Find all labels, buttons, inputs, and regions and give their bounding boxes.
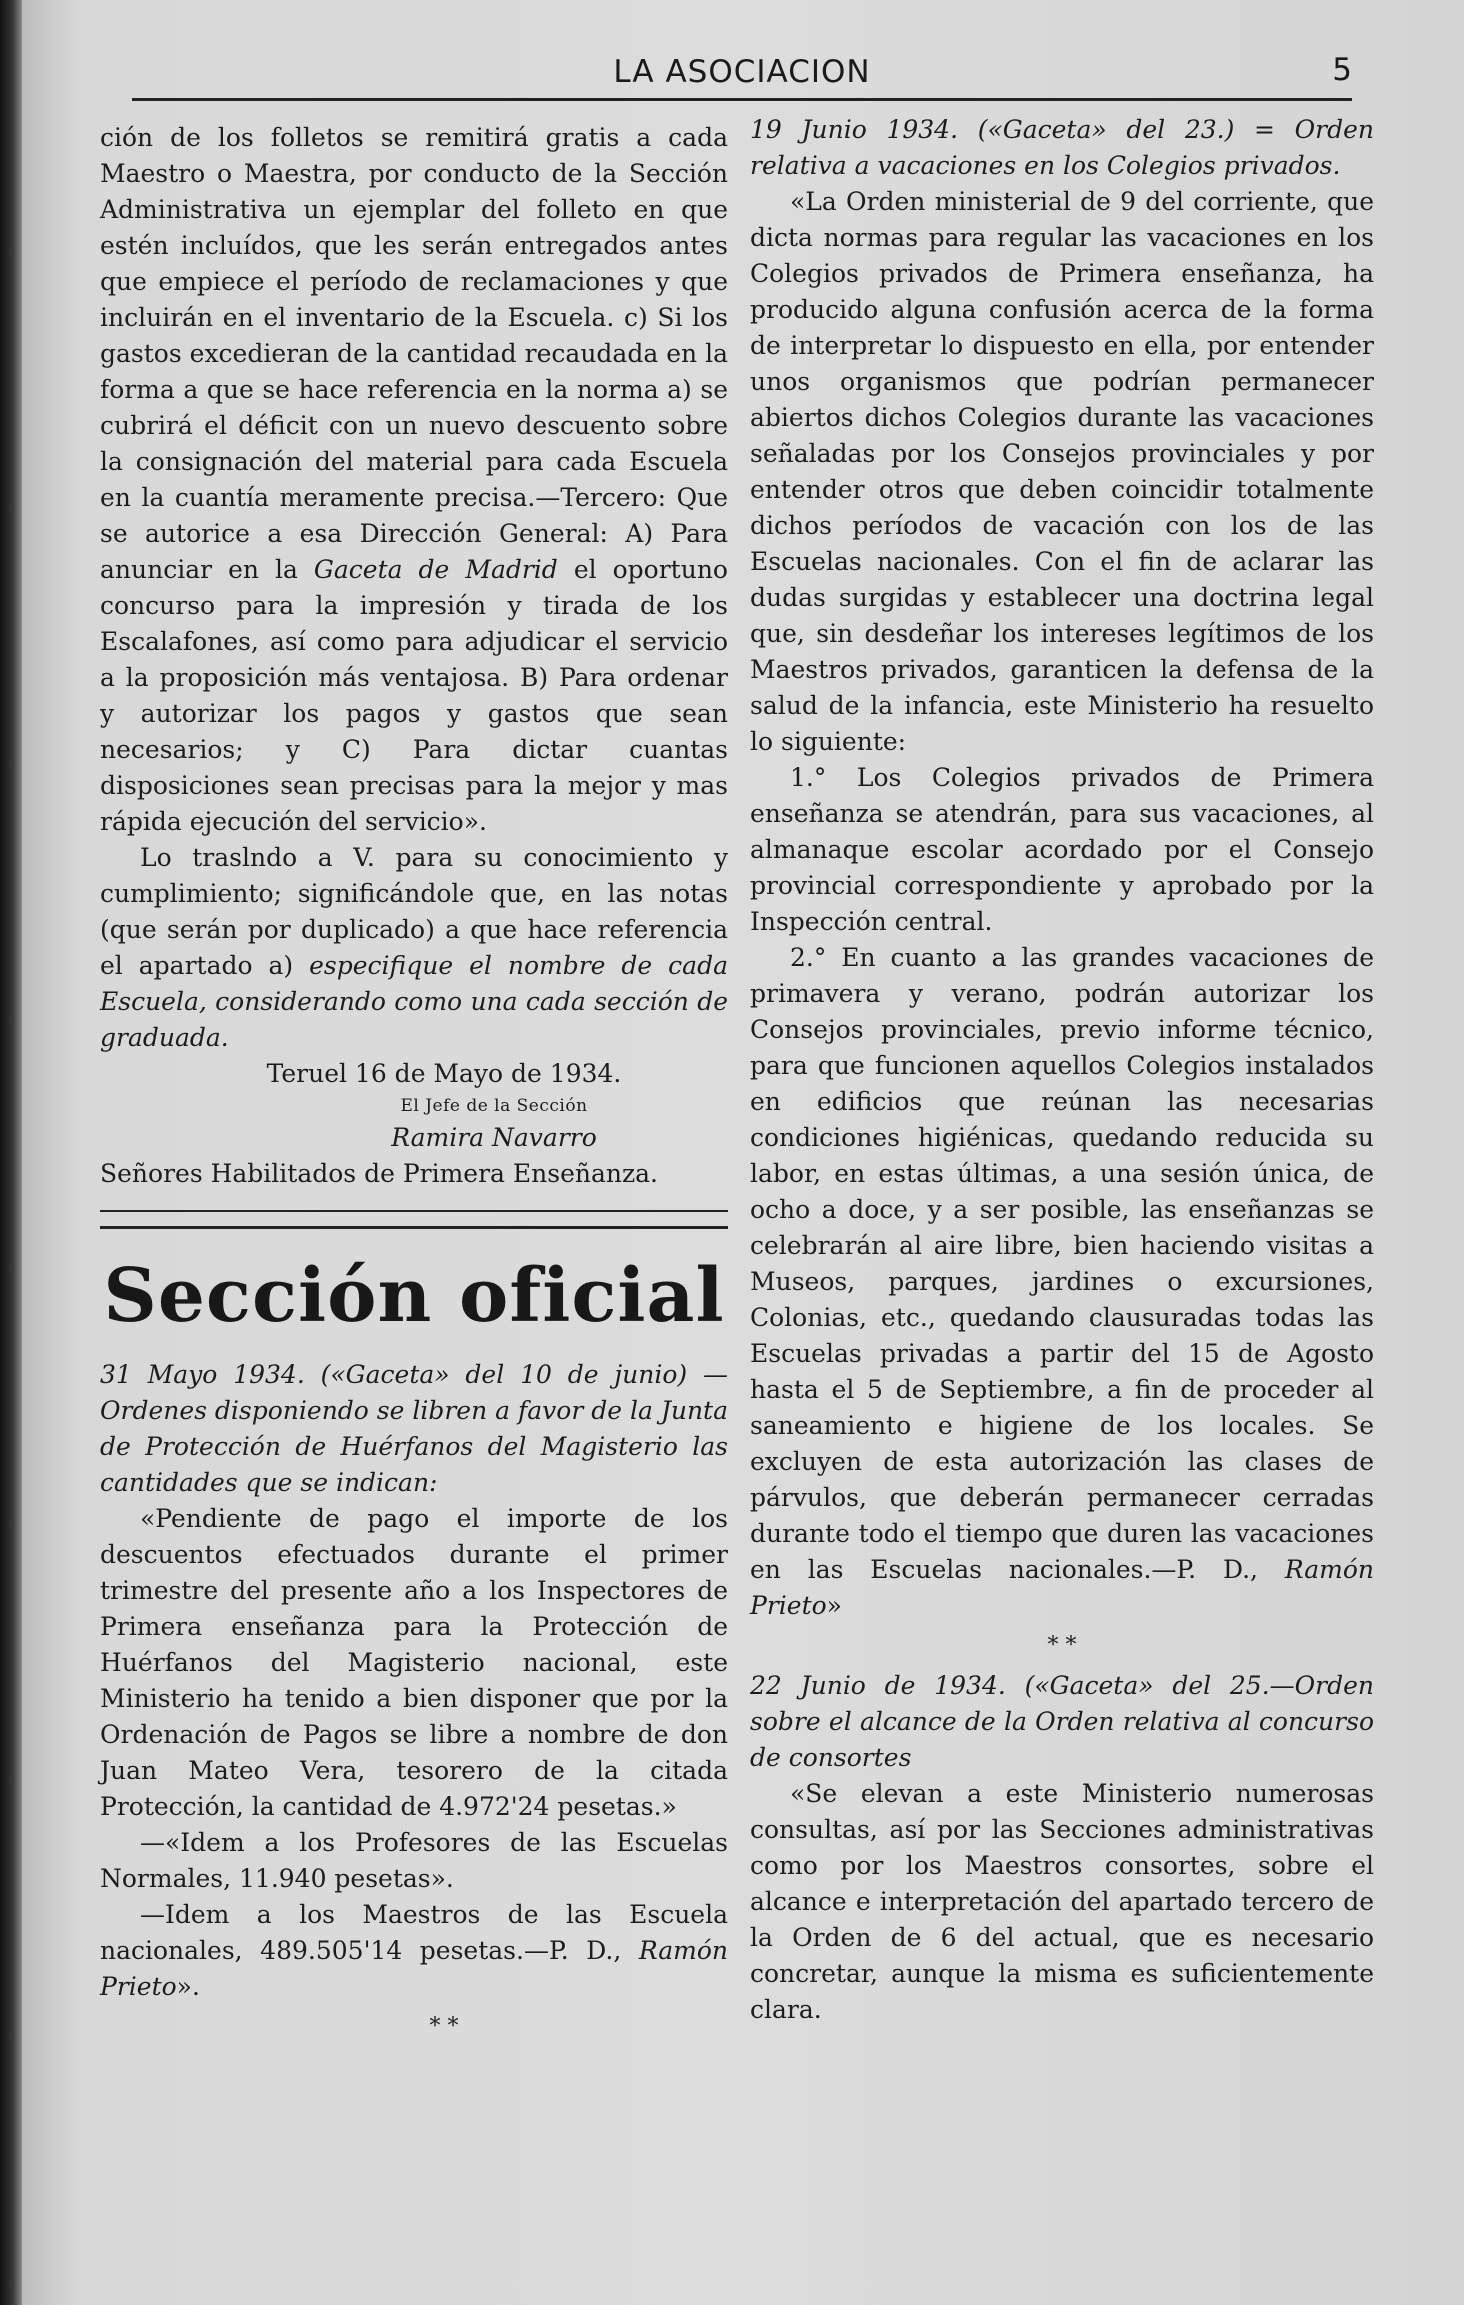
entry-paragraph: «La Orden ministerial de 9 del corriente, que dicta normas para regular las vacaciones en los Colegios privados de Primera enseñanza, ha producido alguna confusión acerca de la forma de interpretar lo dispuesto en ella, por entender unos organismos que podrían permanecer abiertos dichos Colegios durante las vacaciones señaladas por los Consejos provinciales y por entender otros que deben coincidir totalmente dichos períodos de vacación con los de las Escuelas nacionales. Con el fin de aclarar las dudas surgidas y establecer una doctrina legal que, sin desdeñar los intereses legítimos de los Maestros privados, garanticen la defensa de la salud de la infancia, este Ministerio ha resuelto lo siguiente:	[750, 187, 1374, 756]
book-spine-shadow	[0, 0, 22, 2305]
right-column	[750, 112, 1374, 2028]
entry-paragraph: «Pendiente de pago el importe de los descuentos efectuados durante el primer trimestre del presente año a los Inspectores de Primera enseñanza para la Protección de Huérfanos del Magisterio nacional, este Ministerio ha tenido a bien disponer que por la Ordenación de Pagos se libre a nombre de don Juan Mateo Vera, tesorero de la citada Protección, la cantidad de 4.972'24 pesetas.»	[100, 1504, 728, 1821]
page-number: 5	[1332, 52, 1352, 88]
date-line: Teruel 16 de Mayo de 1934.	[266, 1059, 622, 1088]
entry-paragraph	[100, 1897, 728, 2005]
entry-paragraph: 1.° Los Colegios privados de Primera enseñanza se atendrán, para sus vacaciones, al almanaque escolar acordado por el Consejo provincial correspondiente y aprobado por la Inspección central.	[750, 763, 1374, 936]
entry-paragraph: —«Idem a los Profesores de las Escuelas Normales, 11.940 pesetas».	[100, 1828, 728, 1893]
paragraph-text: ción de los folletos se remitirá gratis a cada Maestro o Maestra, por conducto de la Sección Administrativa un ejemplar del folleto en que estén incluídos, que les serán entregados antes que empiece el período de reclamaciones y que incluirán en el inventario de la Escuela. c) Si los gastos excedieran de la cantidad recaudada en la forma a que se hace referencia en la norma a) se cubrirá el déficit con un nuevo descuento sobre la consignación del material para cada Escuela en la cuantía meramente precisa.—Tercero: Que se autorice a esa Dirección General: A) Para anunciar en la	[100, 123, 728, 584]
paragraph-text: Lo traslndo a V. para su conocimiento y cumplimiento; significándole que, en las notas (que serán por duplicado) a que hace referencia el apartado a)	[100, 843, 728, 980]
paragraph-continuation	[100, 120, 728, 840]
entry-paragraph	[750, 940, 1374, 1624]
signer-name: Ramira Navarro	[391, 1123, 597, 1152]
running-header	[132, 52, 1352, 102]
document-page	[22, 0, 1464, 2305]
paragraph-text: 2.° En cuanto a las grandes vacaciones de primavera y verano, podrán autorizar los Consejos provinciales, previo informe técnico, para que funcionen aquellos Colegios instalados en edificios que reúnan las necesarias condiciones higiénicas, quedando reducida su labor, en estas últimas, a una sesión única, de ocho a doce, y a ser posible, las enseñanzas se celebrarán al aire libre, bien haciendo visitas a Museos, parques, jardines o excursiones, Colonias, etc., quedando clausuradas todas las Escuelas privadas a partir del 15 de Agosto hasta el 5 de Septiembre, a fin de proceder al saneamiento e higiene de los locales. Se excluyen de esta autorización las clases de párvulos, que deberán permanecer cerradas durante todo el tiempo que duren las vacaciones en las Escuelas nacionales.—P. D.,	[750, 943, 1374, 1584]
entry-paragraph: «Se elevan a este Ministerio numerosas consultas, así por las Secciones administrativas como por los Maestros consortes, sobre el alcance e interpretación del apartado tercero de la Orden de 6 del actual, que es necesario concretar, aunque la misma es suficientemente clara.	[750, 1779, 1374, 2024]
signer-title: El Jefe de la Sección	[400, 1096, 588, 1116]
section-divider-thick	[100, 1226, 728, 1229]
paragraph-text: »	[826, 1591, 842, 1620]
signature-name: Ramón Prieto	[100, 1936, 728, 2001]
left-column	[100, 120, 728, 2049]
paragraph-text: —Idem a los Maestros de las Escuela nacionales, 489.505'14 pesetas.—P. D.,	[100, 1900, 728, 1965]
signature-name: Ramón Prieto	[750, 1555, 1374, 1620]
section-divider	[100, 1210, 728, 1212]
entry-heading-text: 31 Mayo 1934. («Gaceta» del 10 de junio) — Ordenes disponiendo se libren a favor de la Junta de Protección de Huérfanos del Magisterio las cantidades que se indican:	[100, 1360, 729, 1497]
paragraph-traslado	[100, 840, 728, 1056]
entry-heading	[100, 1357, 728, 1501]
journal-title: LA ASOCIACION	[613, 54, 871, 90]
header-rule	[132, 98, 1352, 101]
addressee-line: Señores Habilitados de Primera Enseñanza.	[100, 1159, 658, 1188]
section-title: Sección oficial	[103, 1253, 725, 1339]
entry-heading: 22 Junio de 1934. («Gaceta» del 25.—Orden sobre el alcance de la Orden relativa al concurso de consortes	[750, 1671, 1374, 1772]
paragraph-text: el oportuno concurso para la impresión y tirada de los Escalafones, así como para adjudicar el servicio a la proposición más ventajosa. B) Para ordenar y autorizar los pagos y gastos que sean necesarios; y C) Para dictar cuantas disposiciones sean precisas para la mejor y mas rápida ejecución del servicio».	[100, 555, 728, 836]
section-separator-stars: * *	[1047, 1633, 1077, 1658]
gaceta-reference: Gaceta de Madrid	[313, 555, 558, 584]
emphasis-text: especifique el nombre de cada Escuela, considerando como una cada sección de graduada.	[100, 951, 728, 1052]
section-separator-stars: * *	[429, 2014, 459, 2039]
entry-heading: 19 Junio 1934. («Gaceta» del 23.) = Orden relativa a vacaciones en los Colegios privados.	[750, 115, 1374, 180]
paragraph-text: ».	[176, 1972, 200, 2001]
